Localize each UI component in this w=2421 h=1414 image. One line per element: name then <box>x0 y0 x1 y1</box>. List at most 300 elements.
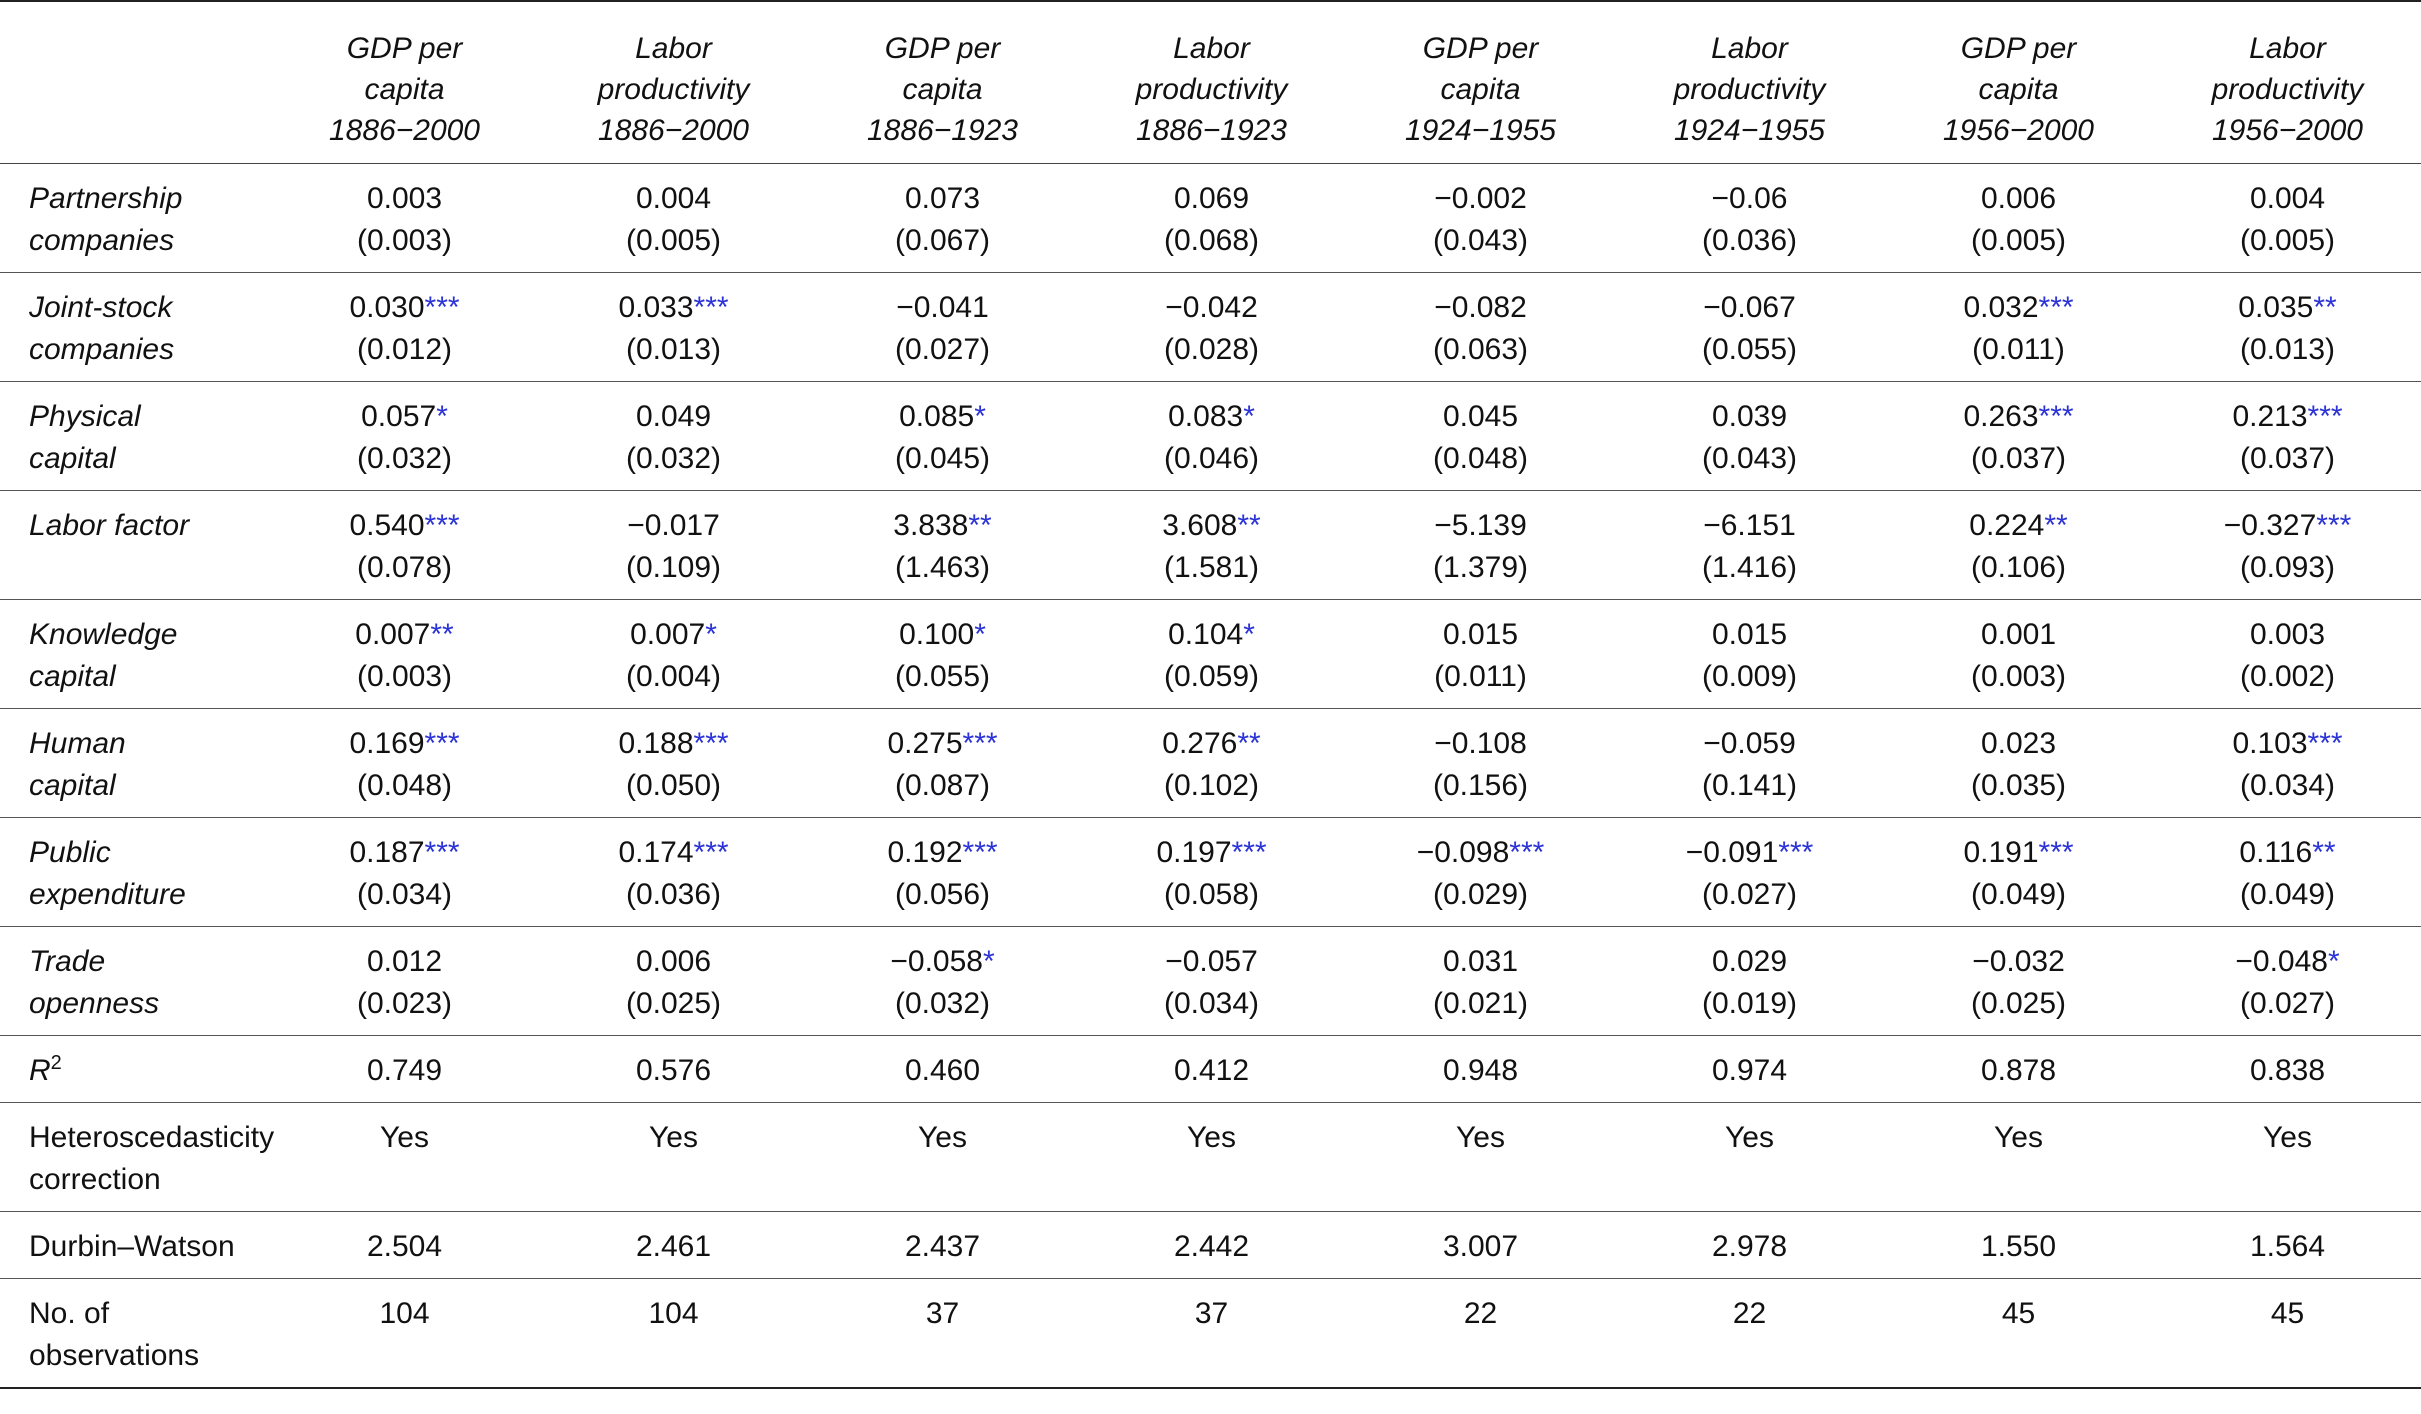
significance-stars: ** <box>2313 291 2337 324</box>
significance-stars: ** <box>2312 836 2336 869</box>
standard-error: (0.087) <box>894 769 991 802</box>
table-body <box>0 164 2421 1389</box>
standard-error: (0.011) <box>1434 660 1527 693</box>
estimate-cell <box>808 164 1077 273</box>
estimate-cell <box>1615 273 1884 382</box>
column-header-period: 1886−2000 <box>329 114 480 147</box>
estimate-cell <box>2153 273 2421 382</box>
coefficient-value: 0.004 <box>635 182 712 215</box>
coefficient <box>1615 614 1884 656</box>
coefficient-value: 0.069 <box>1173 182 1250 215</box>
coefficient <box>2153 287 2421 329</box>
coefficient <box>539 723 808 765</box>
coefficient-value: 0.033 <box>618 291 694 324</box>
significance-stars: *** <box>693 291 729 324</box>
coefficient <box>1884 287 2153 329</box>
estimate-cell <box>270 382 539 491</box>
coefficient-value: −0.108 <box>1434 727 1527 760</box>
estimate-cell <box>1346 600 1615 709</box>
column-header-period: 1924−1955 <box>1674 114 1825 147</box>
column-header-period: 1956−2000 <box>2212 114 2363 147</box>
coefficient-value: −0.067 <box>1703 291 1796 324</box>
durbin-watson-value: 2.978 <box>1615 1212 1884 1279</box>
significance-stars: *** <box>962 727 998 760</box>
column-header-line: Labor <box>2249 32 2326 65</box>
standard-error: (0.034) <box>2239 769 2336 802</box>
column-header-line: Labor <box>1173 32 1250 65</box>
row-label-line: Partnership <box>29 182 183 215</box>
observations-value: 104 <box>270 1279 539 1389</box>
standard-error: (0.055) <box>894 660 991 693</box>
estimate-cell <box>2153 818 2421 927</box>
coefficient <box>270 505 539 547</box>
coefficient-value: 3.838 <box>893 509 969 542</box>
heteroscedasticity-value: Yes <box>539 1103 808 1212</box>
coefficient-value: −0.091 <box>1685 836 1779 869</box>
coefficient <box>2153 178 2421 220</box>
coefficient <box>1615 941 1884 983</box>
column-header-period: 1956−2000 <box>1943 114 2094 147</box>
coefficient <box>1884 832 2153 874</box>
significance-stars: * <box>982 945 995 978</box>
estimate-cell <box>808 818 1077 927</box>
coefficient <box>808 832 1077 874</box>
standard-error: (0.078) <box>356 551 453 584</box>
durbin-watson-value: 3.007 <box>1346 1212 1615 1279</box>
estimate-cell <box>1884 927 2153 1036</box>
standard-error: (0.050) <box>625 769 722 802</box>
significance-stars: * <box>1243 400 1255 433</box>
standard-error: (0.005) <box>625 224 722 257</box>
significance-stars: *** <box>1509 836 1545 869</box>
standard-error: (0.058) <box>1163 878 1260 911</box>
estimate-cell <box>539 927 808 1036</box>
estimate-cell <box>1884 164 2153 273</box>
coefficient-value: 0.003 <box>366 182 443 215</box>
coefficient <box>1346 723 1615 765</box>
coefficient-value: 0.187 <box>349 836 425 869</box>
estimate-cell <box>539 382 808 491</box>
row-label-line: R <box>29 1054 51 1087</box>
column-header-line: capita <box>1978 73 2059 106</box>
coefficient <box>1077 614 1346 656</box>
heteroscedasticity-value: Yes <box>1884 1103 2153 1212</box>
standard-error: (0.067) <box>894 224 991 257</box>
estimate-cell <box>1615 927 1884 1036</box>
standard-error: (0.013) <box>2239 333 2336 366</box>
coefficient-value: 0.006 <box>1980 182 2057 215</box>
coefficient-value: 0.039 <box>1711 400 1788 433</box>
standard-error: (0.023) <box>356 987 453 1020</box>
coefficient-value: 0.169 <box>349 727 425 760</box>
standard-error: (0.027) <box>894 333 991 366</box>
column-header-line: capita <box>1440 73 1521 106</box>
estimate-cell <box>1346 818 1615 927</box>
coefficient <box>1346 178 1615 220</box>
coefficient <box>1077 396 1346 438</box>
observations-value: 104 <box>539 1279 808 1389</box>
row-label-line: capital <box>29 769 116 802</box>
coefficient <box>1615 505 1884 547</box>
heteroscedasticity-value: Yes <box>1077 1103 1346 1212</box>
coefficient-value: −0.327 <box>2223 509 2317 542</box>
coefficient <box>1077 287 1346 329</box>
row-label <box>0 600 270 709</box>
standard-error: (1.416) <box>1701 551 1798 584</box>
coefficient-value: −0.042 <box>1165 291 1258 324</box>
column-header-line: productivity <box>2211 73 2364 106</box>
coefficient-value: −0.098 <box>1416 836 1510 869</box>
coefficient-value: 0.004 <box>2249 182 2326 215</box>
standard-error: (0.025) <box>1970 987 2067 1020</box>
standard-error: (0.049) <box>2239 878 2336 911</box>
standard-error: (0.045) <box>894 442 991 475</box>
variable-row <box>0 273 2421 382</box>
standard-error: (0.043) <box>1432 224 1529 257</box>
column-header <box>808 1 1077 164</box>
estimate-cell <box>1077 382 1346 491</box>
estimate-cell <box>808 382 1077 491</box>
r-squared-value: 0.576 <box>539 1036 808 1103</box>
durbin-watson-value: 2.504 <box>270 1212 539 1279</box>
estimate-cell <box>1077 927 1346 1036</box>
coefficient <box>808 396 1077 438</box>
r-squared-value: 0.412 <box>1077 1036 1346 1103</box>
standard-error: (0.012) <box>356 333 453 366</box>
estimate-cell <box>1884 491 2153 600</box>
estimate-cell <box>1346 273 1615 382</box>
coefficient-value: 0.116 <box>2239 836 2313 869</box>
coefficient <box>1615 178 1884 220</box>
coefficient-value: 0.032 <box>1963 291 2039 324</box>
significance-stars: ** <box>1237 509 1261 542</box>
estimate-cell <box>539 273 808 382</box>
standard-error: (0.048) <box>1432 442 1529 475</box>
coefficient <box>1077 723 1346 765</box>
estimate-cell <box>1884 709 2153 818</box>
coefficient-value: 0.104 <box>1168 618 1244 651</box>
coefficient-value: 0.012 <box>366 945 443 978</box>
coefficient <box>539 505 808 547</box>
row-label <box>0 1103 275 1212</box>
estimate-cell <box>808 273 1077 382</box>
coefficient <box>1615 287 1884 329</box>
coefficient <box>1884 396 2153 438</box>
coefficient <box>2153 396 2421 438</box>
column-header <box>270 1 539 164</box>
row-label-line: openness <box>29 987 160 1020</box>
standard-error: (0.005) <box>2239 224 2336 257</box>
heteroscedasticity-value: Yes <box>2153 1103 2421 1212</box>
significance-stars: *** <box>2038 291 2074 324</box>
row-label-line: Labor factor <box>29 509 190 542</box>
column-header-line: productivity <box>1135 73 1288 106</box>
standard-error: (0.032) <box>894 987 991 1020</box>
coefficient-value: 0.029 <box>1711 945 1788 978</box>
heteroscedasticity-row <box>0 1103 2421 1212</box>
column-header <box>2153 1 2421 164</box>
coefficient-value: −5.139 <box>1434 509 1527 542</box>
column-header <box>1615 1 1884 164</box>
coefficient <box>1615 723 1884 765</box>
column-header-line: GDP per <box>1960 32 2077 65</box>
column-header-line: capita <box>902 73 983 106</box>
row-label-line: Knowledge <box>29 618 178 651</box>
significance-stars: * <box>974 618 986 651</box>
coefficient-value: 0.224 <box>1969 509 2045 542</box>
header-corner-cell <box>0 1 270 164</box>
estimate-cell <box>270 273 539 382</box>
coefficient-value: 0.191 <box>1963 836 2039 869</box>
coefficient <box>270 941 539 983</box>
coefficient <box>270 614 539 656</box>
estimate-cell <box>808 600 1077 709</box>
standard-error: (0.032) <box>625 442 722 475</box>
coefficient <box>2153 723 2421 765</box>
observations-value: 37 <box>1077 1279 1346 1389</box>
row-label-line: companies <box>29 224 175 257</box>
coefficient-value: 0.035 <box>2238 291 2314 324</box>
standard-error: (0.037) <box>2239 442 2336 475</box>
row-label <box>0 709 270 818</box>
coefficient <box>270 832 539 874</box>
significance-stars: *** <box>1231 836 1267 869</box>
estimate-cell <box>539 491 808 600</box>
r-squared-value: 0.878 <box>1884 1036 2153 1103</box>
coefficient-value: 0.275 <box>887 727 963 760</box>
significance-stars: *** <box>962 836 998 869</box>
coefficient <box>808 505 1077 547</box>
coefficient <box>539 614 808 656</box>
coefficient <box>1884 723 2153 765</box>
coefficient <box>1346 832 1615 874</box>
row-label-line: observations <box>29 1339 200 1372</box>
standard-error: (1.581) <box>1163 551 1260 584</box>
coefficient-value: 0.049 <box>635 400 712 433</box>
row-label-line: Joint-stock <box>29 291 173 324</box>
standard-error: (0.003) <box>356 660 453 693</box>
variable-row <box>0 382 2421 491</box>
standard-error: (0.019) <box>1701 987 1798 1020</box>
coefficient <box>1077 178 1346 220</box>
estimate-cell <box>2153 927 2421 1036</box>
coefficient <box>1346 614 1615 656</box>
coefficient <box>1884 614 2153 656</box>
coefficient-value: −6.151 <box>1703 509 1796 542</box>
durbin-watson-value: 1.550 <box>1884 1212 2153 1279</box>
column-header-line: Labor <box>635 32 712 65</box>
row-label <box>0 164 270 273</box>
row-label-line: capital <box>29 660 116 693</box>
standard-error: (0.046) <box>1163 442 1260 475</box>
coefficient <box>2153 505 2421 547</box>
estimate-cell <box>1884 818 2153 927</box>
standard-error: (0.002) <box>2239 660 2336 693</box>
coefficient-value: 0.174 <box>618 836 694 869</box>
significance-stars: *** <box>2316 509 2352 542</box>
row-label <box>0 491 270 600</box>
coefficient <box>1884 941 2153 983</box>
coefficient-value: −0.032 <box>1972 945 2065 978</box>
variable-row <box>0 491 2421 600</box>
coefficient-value: −0.06 <box>1711 182 1788 215</box>
durbin-watson-value: 2.442 <box>1077 1212 1346 1279</box>
significance-stars: *** <box>2038 836 2074 869</box>
heteroscedasticity-value: Yes <box>1346 1103 1615 1212</box>
significance-stars: *** <box>424 509 460 542</box>
coefficient-value: −0.017 <box>627 509 720 542</box>
significance-stars: * <box>1243 618 1255 651</box>
estimate-cell <box>1077 273 1346 382</box>
standard-error: (0.093) <box>2239 551 2336 584</box>
row-label <box>0 1279 270 1389</box>
estimate-cell <box>1077 600 1346 709</box>
row-label <box>0 927 270 1036</box>
observations-value: 45 <box>1884 1279 2153 1389</box>
variable-row <box>0 164 2421 273</box>
estimate-cell <box>1884 382 2153 491</box>
estimate-cell <box>1346 491 1615 600</box>
column-header-line: GDP per <box>884 32 1001 65</box>
coefficient-value: −0.057 <box>1165 945 1258 978</box>
coefficient <box>270 396 539 438</box>
coefficient <box>2153 941 2421 983</box>
heteroscedasticity-value: Yes <box>270 1103 539 1212</box>
coefficient-value: 0.083 <box>1168 400 1244 433</box>
coefficient <box>1346 505 1615 547</box>
coefficient <box>539 941 808 983</box>
coefficient-value: 0.213 <box>2232 400 2308 433</box>
row-label <box>0 382 270 491</box>
coefficient-value: 0.030 <box>349 291 425 324</box>
coefficient <box>808 178 1077 220</box>
coefficient-value: 3.608 <box>1162 509 1238 542</box>
standard-error: (0.035) <box>1970 769 2067 802</box>
standard-error: (0.028) <box>1163 333 1260 366</box>
coefficient <box>1346 396 1615 438</box>
coefficient <box>808 614 1077 656</box>
standard-error: (0.005) <box>1970 224 2067 257</box>
coefficient-value: 0.540 <box>349 509 425 542</box>
standard-error: (0.043) <box>1701 442 1798 475</box>
coefficient-value: 0.045 <box>1442 400 1519 433</box>
significance-stars: ** <box>1237 727 1261 760</box>
coefficient-value: 0.073 <box>904 182 981 215</box>
significance-stars: *** <box>424 836 460 869</box>
coefficient <box>1615 832 1884 874</box>
r-squared-value: 0.948 <box>1346 1036 1615 1103</box>
significance-stars: *** <box>424 727 460 760</box>
estimate-cell <box>2153 600 2421 709</box>
row-label-line: Human <box>29 727 126 760</box>
standard-error: (1.463) <box>894 551 991 584</box>
observations-value: 22 <box>1346 1279 1615 1389</box>
standard-error: (0.029) <box>1432 878 1529 911</box>
column-header-line: productivity <box>597 73 750 106</box>
column-header-line: productivity <box>1673 73 1826 106</box>
coefficient <box>539 396 808 438</box>
coefficient <box>2153 832 2421 874</box>
estimate-cell <box>1346 709 1615 818</box>
coefficient-value: 0.023 <box>1980 727 2057 760</box>
estimate-cell <box>539 164 808 273</box>
variable-row <box>0 818 2421 927</box>
estimate-cell <box>808 491 1077 600</box>
column-header-line: capita <box>364 73 445 106</box>
coefficient-value: −0.059 <box>1703 727 1796 760</box>
standard-error: (0.034) <box>1163 987 1260 1020</box>
estimate-cell <box>1615 600 1884 709</box>
coefficient <box>539 287 808 329</box>
row-label-line: Public <box>29 836 111 869</box>
r-squared-value: 0.460 <box>808 1036 1077 1103</box>
standard-error: (0.003) <box>1970 660 2067 693</box>
superscript: 2 <box>50 1052 62 1074</box>
row-label-line: Heteroscedasticity <box>29 1121 275 1154</box>
estimate-cell <box>1077 164 1346 273</box>
estimate-cell <box>539 709 808 818</box>
standard-error: (0.036) <box>625 878 722 911</box>
significance-stars: * <box>436 400 448 433</box>
significance-stars: *** <box>693 727 729 760</box>
coefficient <box>1346 287 1615 329</box>
durbin-watson-row <box>0 1212 2421 1279</box>
durbin-watson-value: 1.564 <box>2153 1212 2421 1279</box>
row-label <box>0 818 270 927</box>
significance-stars: ** <box>968 509 992 542</box>
coefficient <box>1346 941 1615 983</box>
row-label <box>0 1036 270 1103</box>
coefficient-value: 0.276 <box>1162 727 1238 760</box>
coefficient-value: 0.001 <box>1980 618 2057 651</box>
variable-row <box>0 927 2421 1036</box>
standard-error: (0.034) <box>356 878 453 911</box>
coefficient-value: 0.057 <box>361 400 437 433</box>
coefficient <box>539 832 808 874</box>
estimate-cell <box>808 927 1077 1036</box>
estimate-cell <box>539 818 808 927</box>
r-squared-value: 0.838 <box>2153 1036 2421 1103</box>
coefficient <box>1884 178 2153 220</box>
standard-error: (0.141) <box>1701 769 1798 802</box>
estimate-cell <box>1077 818 1346 927</box>
coefficient-value: −0.041 <box>896 291 989 324</box>
coefficient-value: 0.003 <box>2249 618 2326 651</box>
significance-stars: *** <box>2307 400 2343 433</box>
estimate-cell <box>270 491 539 600</box>
r-squared-value: 0.749 <box>270 1036 539 1103</box>
column-header-period: 1886−2000 <box>598 114 749 147</box>
row-label-line: correction <box>29 1163 161 1196</box>
standard-error: (0.011) <box>1972 333 2065 366</box>
estimate-cell <box>1615 818 1884 927</box>
standard-error: (0.036) <box>1701 224 1798 257</box>
column-header <box>1077 1 1346 164</box>
observations-value: 22 <box>1615 1279 1884 1389</box>
row-label-line: capital <box>29 442 116 475</box>
estimate-cell <box>539 600 808 709</box>
estimate-cell <box>808 709 1077 818</box>
coefficient <box>808 723 1077 765</box>
coefficient <box>1615 396 1884 438</box>
standard-error: (1.379) <box>1432 551 1529 584</box>
estimate-cell <box>1884 600 2153 709</box>
coefficient-value: 0.103 <box>2232 727 2308 760</box>
standard-error: (0.049) <box>1970 878 2067 911</box>
significance-stars: *** <box>1778 836 1814 869</box>
coefficient <box>808 941 1077 983</box>
standard-error: (0.013) <box>625 333 722 366</box>
